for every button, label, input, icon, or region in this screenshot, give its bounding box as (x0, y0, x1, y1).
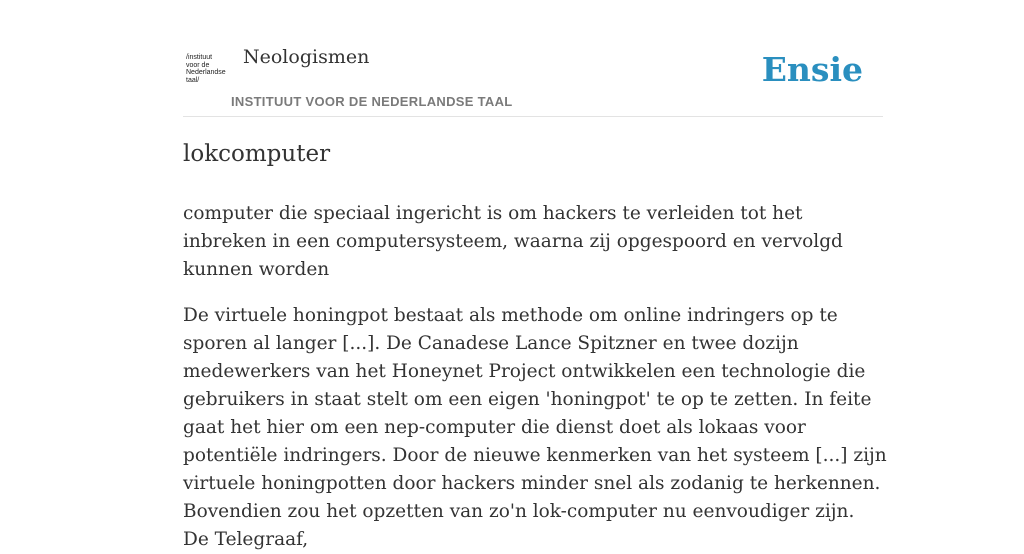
institute-logo[interactable] (186, 54, 230, 92)
logo-line: /instituut (186, 54, 213, 61)
entry-content (183, 138, 888, 554)
brand-logo-link[interactable]: Ensie (761, 50, 863, 89)
entry-source: De Telegraaf, (183, 529, 309, 550)
header (183, 44, 883, 117)
entry-term: lokcomputer (183, 141, 331, 167)
entry-definition: computer die speciaal ingericht is om hackers te verleiden tot het inbreken in een computersysteem, waarna zij opgespoord en vervolgd kunnen worden (183, 203, 843, 280)
logo-line: taal/ (186, 76, 200, 84)
logo-line: voor de (186, 61, 210, 69)
logo-line: Nederlandse (186, 69, 226, 76)
site-subtitle: INSTITUUT VOOR DE NEDERLANDSE TAAL (231, 94, 513, 109)
entry-quote: De virtuele honingpot bestaat als methode om online indringers op te sporen al langer [...]. De Canadese Lance Spitzner en twee dozijn medewerkers van het Honeynet Project ontwikkelen een technologie die gebruikers in staat stelt om een eigen 'honingpot' te op te zetten. In feite gaat het hier om een nep-computer die dienst doet als lokaas voor potentiële indringers. Door de nieuwe kenmerken van het systeem [...] zijn virtuele honingpotten door hackers minder snel als zodanig te herkennen. Bovendien zou het opzetten van zo'n lok-computer nu eenvoudiger zijn. (183, 305, 887, 522)
site-title-link[interactable]: Neologismen (243, 46, 370, 68)
